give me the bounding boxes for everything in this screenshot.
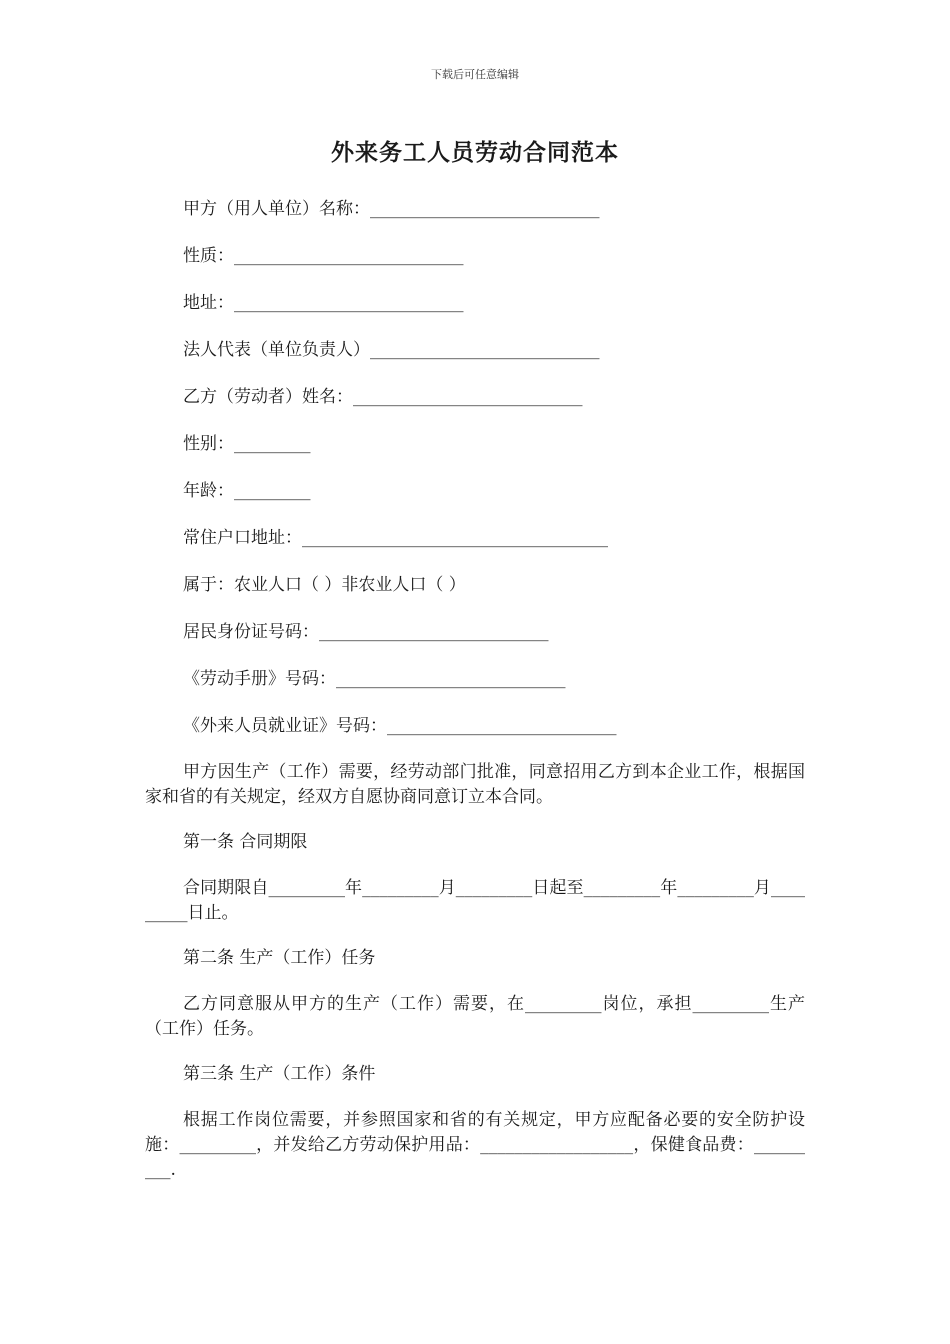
article-2-heading: 第二条 生产（工作）任务 bbox=[183, 948, 376, 968]
intro-paragraph: 甲方因生产（工作）需要，经劳动部门批准，同意招用乙方到本企业工作，根据国家和省的有关规定，经双方自愿协商同意订立本合同。 bbox=[145, 762, 805, 807]
field-legal-representative: 法人代表（单位负责人）___________________________ bbox=[183, 340, 600, 360]
field-id-number: 居民身份证号码：___________________________ bbox=[183, 622, 549, 642]
field-address: 地址：___________________________ bbox=[183, 293, 464, 313]
field-household-address: 常住户口地址：____________________________________ bbox=[183, 528, 608, 548]
article-2-body: 乙方同意服从甲方的生产（工作）需要，在_________岗位，承担_________生产（工作）任务。 bbox=[145, 994, 805, 1039]
article-1-body: 合同期限自_________年_________月_________日起至_________年_________月_________日止。 bbox=[145, 878, 805, 923]
field-age: 年龄：_________ bbox=[183, 481, 311, 501]
article-1-heading: 第一条 合同期限 bbox=[183, 832, 308, 852]
field-employment-certificate-number: 《外来人员就业证》号码：___________________________ bbox=[183, 716, 617, 736]
article-3-heading: 第三条 生产（工作）条件 bbox=[183, 1064, 376, 1084]
field-employer-name: 甲方（用人单位）名称：___________________________ bbox=[183, 199, 600, 219]
field-household-type: 属于：农业人口（ ）非农业人口（ ） bbox=[183, 575, 466, 595]
article-3-body: 根据工作岗位需要，并参照国家和省的有关规定，甲方应配备必要的安全防护设施：_________，并发给乙方劳动保护用品：__________________，保健食品费：_________. bbox=[145, 1110, 805, 1180]
document-title: 外来务工人员劳动合同范本 bbox=[331, 139, 619, 166]
field-labor-handbook-number: 《劳动手册》号码：___________________________ bbox=[183, 669, 566, 689]
contract-body bbox=[145, 196, 805, 1203]
field-employee-name: 乙方（劳动者）姓名：___________________________ bbox=[183, 387, 583, 407]
header-note: 下载后可任意编辑 bbox=[431, 68, 519, 81]
field-nature: 性质：___________________________ bbox=[183, 246, 464, 266]
field-gender: 性别：_________ bbox=[183, 434, 311, 454]
